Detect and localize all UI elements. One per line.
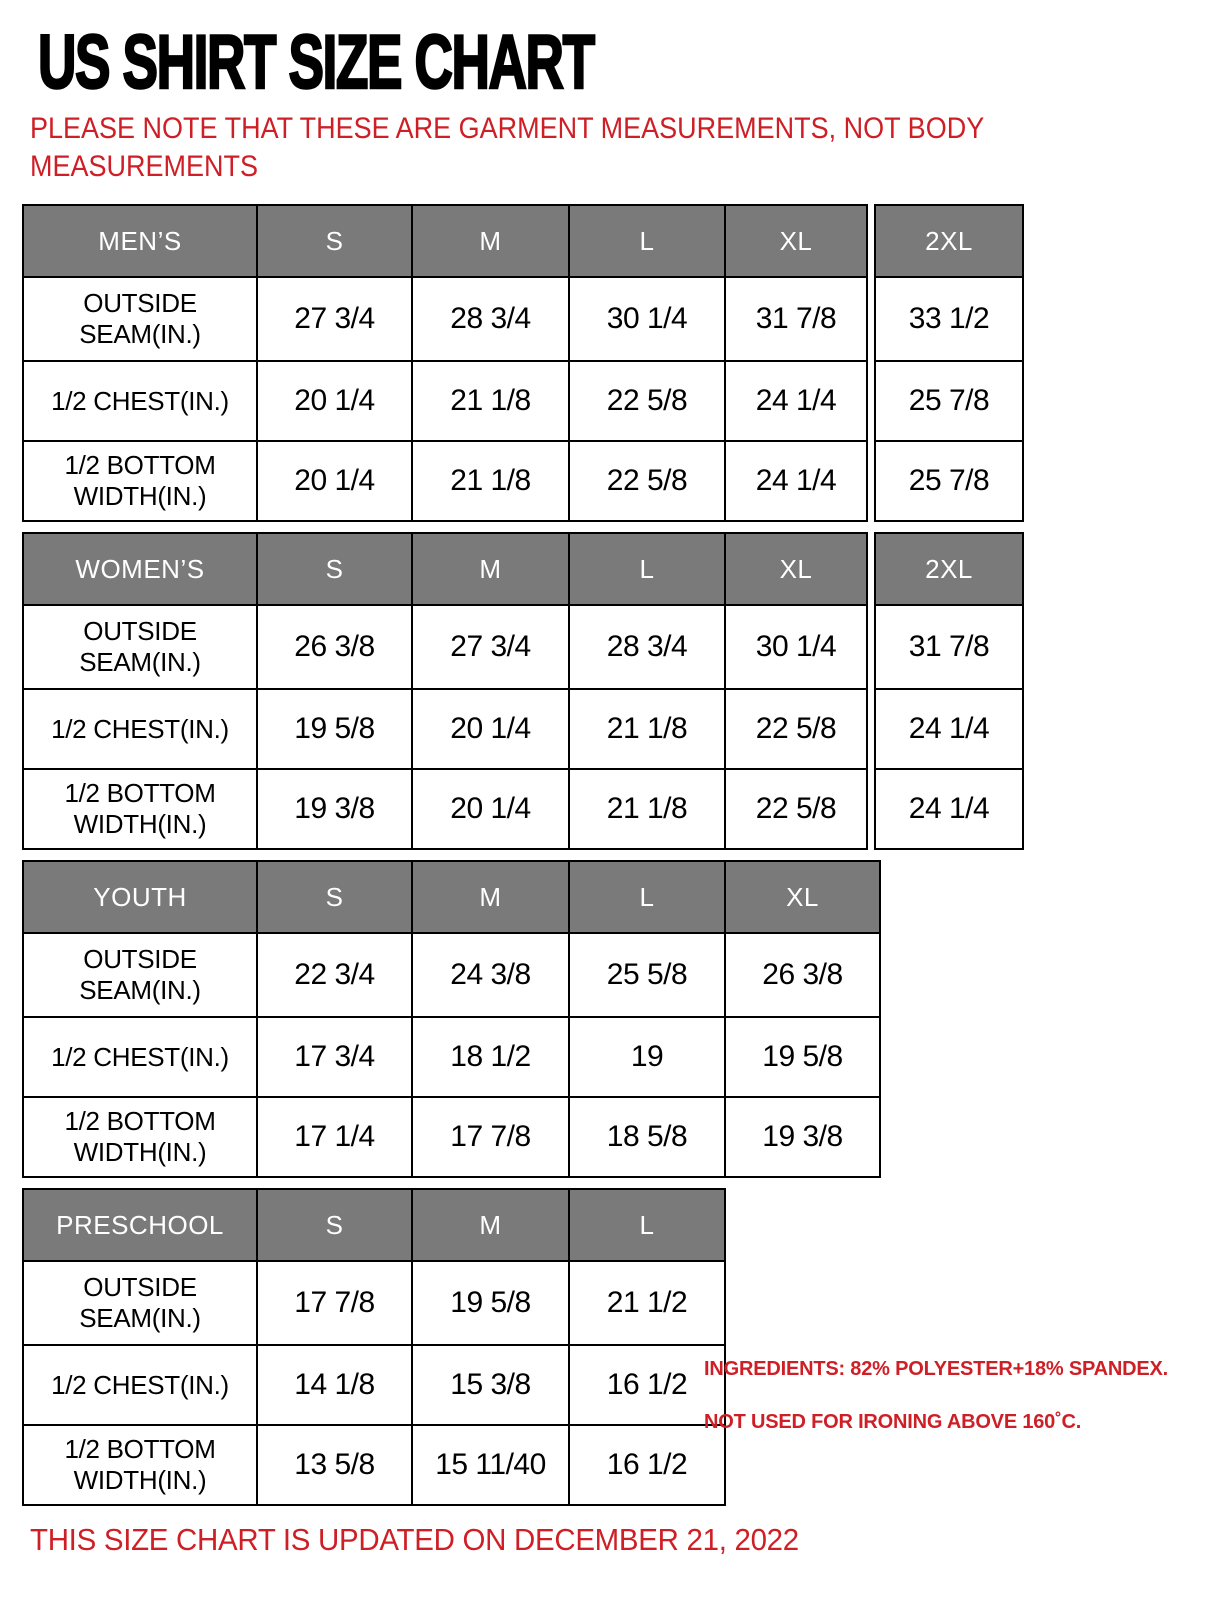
- mens-value-cell: 22 5/8: [569, 441, 725, 521]
- womens-value-cell: 28 3/4: [569, 605, 725, 689]
- preschool-row-label: 1/2 BOTTOM WIDTH(IN.): [23, 1425, 257, 1505]
- womens-table-container: [22, 532, 1220, 850]
- womens-value-cell: 21 1/8: [569, 769, 725, 849]
- preschool-table-container: [22, 1188, 1220, 1506]
- youth-table-row: [23, 933, 880, 1017]
- ingredients-line-2: NOT USED FOR IRONING ABOVE 160˚C.: [704, 1411, 1082, 1433]
- mens-row-label: 1/2 BOTTOM WIDTH(IN.): [23, 441, 257, 521]
- note-line-1: PLEASE NOTE THAT THESE ARE GARMENT MEASUREMENTS, NOT BODY: [30, 112, 985, 145]
- youth-header-cell: L: [569, 861, 725, 933]
- youth-table-row: [23, 1017, 880, 1097]
- mens-value-cell: 20 1/4: [257, 441, 412, 521]
- youth-value-cell: 17 1/4: [257, 1097, 412, 1177]
- page-title: US SHIRT SIZE CHART: [38, 20, 594, 105]
- womens-table-row: [23, 689, 1023, 769]
- youth-header-cell: M: [412, 861, 569, 933]
- womens-row-label: 1/2 BOTTOM WIDTH(IN.): [23, 769, 257, 849]
- womens-header-cell: S: [257, 533, 412, 605]
- mens-header-cell: MEN’S: [23, 205, 257, 277]
- youth-header-row: [23, 861, 880, 933]
- mens-value-cell: 25 7/8: [875, 441, 1023, 521]
- youth-table-container: [22, 860, 1220, 1178]
- mens-value-cell: 21 1/8: [412, 361, 569, 441]
- youth-value-cell: 19: [569, 1017, 725, 1097]
- mens-table-row: [23, 441, 1023, 521]
- womens-header-cell: M: [412, 533, 569, 605]
- mens-header-cell: L: [569, 205, 725, 277]
- womens-value-cell: 22 5/8: [725, 689, 867, 769]
- youth-header-cell: XL: [725, 861, 880, 933]
- ingredients-line-1: INGREDIENTS: 82% POLYESTER+18% SPANDEX.: [704, 1358, 1169, 1380]
- womens-value-cell: 19 5/8: [257, 689, 412, 769]
- mens-value-cell: 25 7/8: [875, 361, 1023, 441]
- youth-value-cell: 24 3/8: [412, 933, 569, 1017]
- mens-header-cell: M: [412, 205, 569, 277]
- youth-row-label: 1/2 BOTTOM WIDTH(IN.): [23, 1097, 257, 1177]
- preschool-value-cell: 14 1/8: [257, 1345, 412, 1425]
- mens-value-cell: 24 1/4: [725, 361, 867, 441]
- preschool-header-cell: S: [257, 1189, 412, 1261]
- womens-value-cell: 20 1/4: [412, 689, 569, 769]
- mens-value-cell: 27 3/4: [257, 277, 412, 361]
- column-gap: [867, 689, 875, 769]
- preschool-value-cell: 16 1/2: [569, 1345, 725, 1425]
- preschool-size-table: [22, 1188, 726, 1506]
- womens-header-cell: 2XL: [875, 533, 1023, 605]
- mens-value-cell: 21 1/8: [412, 441, 569, 521]
- youth-value-cell: 22 3/4: [257, 933, 412, 1017]
- preschool-row-label: 1/2 CHEST(IN.): [23, 1345, 257, 1425]
- womens-header-row: [23, 533, 1023, 605]
- preschool-value-cell: 17 7/8: [257, 1261, 412, 1345]
- mens-table-row: [23, 277, 1023, 361]
- preschool-value-cell: 15 11/40: [412, 1425, 569, 1505]
- preschool-table-row: [23, 1425, 725, 1505]
- womens-value-cell: 31 7/8: [875, 605, 1023, 689]
- womens-value-cell: 24 1/4: [875, 769, 1023, 849]
- preschool-value-cell: 13 5/8: [257, 1425, 412, 1505]
- womens-table-row: [23, 605, 1023, 689]
- ingredients-note: [704, 1358, 1168, 1434]
- womens-value-cell: 21 1/8: [569, 689, 725, 769]
- youth-value-cell: 25 5/8: [569, 933, 725, 1017]
- womens-table-row: [23, 769, 1023, 849]
- mens-header-row: [23, 205, 1023, 277]
- column-gap: [867, 533, 875, 605]
- column-gap: [867, 441, 875, 521]
- mens-value-cell: 22 5/8: [569, 361, 725, 441]
- update-date-note: THIS SIZE CHART IS UPDATED ON DECEMBER 21, 2022: [30, 1522, 799, 1557]
- youth-value-cell: 17 7/8: [412, 1097, 569, 1177]
- mens-header-cell: 2XL: [875, 205, 1023, 277]
- youth-value-cell: 19 3/8: [725, 1097, 880, 1177]
- womens-value-cell: 20 1/4: [412, 769, 569, 849]
- mens-row-label: 1/2 CHEST(IN.): [23, 361, 257, 441]
- womens-value-cell: 19 3/8: [257, 769, 412, 849]
- preschool-table-row: [23, 1261, 725, 1345]
- preschool-value-cell: 16 1/2: [569, 1425, 725, 1505]
- mens-value-cell: 33 1/2: [875, 277, 1023, 361]
- preschool-header-cell: PRESCHOOL: [23, 1189, 257, 1261]
- mens-size-table: [22, 204, 1024, 522]
- womens-value-cell: 22 5/8: [725, 769, 867, 849]
- womens-row-label: 1/2 CHEST(IN.): [23, 689, 257, 769]
- womens-value-cell: 24 1/4: [875, 689, 1023, 769]
- preschool-row-label: OUTSIDE SEAM(IN.): [23, 1261, 257, 1345]
- mens-value-cell: 20 1/4: [257, 361, 412, 441]
- womens-size-table: [22, 532, 1024, 850]
- column-gap: [867, 277, 875, 361]
- garment-measurements-note: [30, 110, 1101, 186]
- youth-value-cell: 18 1/2: [412, 1017, 569, 1097]
- preschool-value-cell: 19 5/8: [412, 1261, 569, 1345]
- womens-row-label: OUTSIDE SEAM(IN.): [23, 605, 257, 689]
- mens-value-cell: 31 7/8: [725, 277, 867, 361]
- preschool-header-row: [23, 1189, 725, 1261]
- preschool-value-cell: 15 3/8: [412, 1345, 569, 1425]
- column-gap: [867, 769, 875, 849]
- youth-value-cell: 18 5/8: [569, 1097, 725, 1177]
- mens-value-cell: 28 3/4: [412, 277, 569, 361]
- youth-value-cell: 26 3/8: [725, 933, 880, 1017]
- preschool-value-cell: 21 1/2: [569, 1261, 725, 1345]
- preschool-header-cell: L: [569, 1189, 725, 1261]
- youth-row-label: OUTSIDE SEAM(IN.): [23, 933, 257, 1017]
- mens-header-cell: XL: [725, 205, 867, 277]
- womens-header-cell: L: [569, 533, 725, 605]
- youth-value-cell: 19 5/8: [725, 1017, 880, 1097]
- column-gap: [867, 605, 875, 689]
- mens-row-label: OUTSIDE SEAM(IN.): [23, 277, 257, 361]
- womens-value-cell: 30 1/4: [725, 605, 867, 689]
- youth-header-cell: S: [257, 861, 412, 933]
- mens-header-cell: S: [257, 205, 412, 277]
- womens-header-cell: XL: [725, 533, 867, 605]
- youth-header-cell: YOUTH: [23, 861, 257, 933]
- mens-value-cell: 24 1/4: [725, 441, 867, 521]
- youth-size-table: [22, 860, 881, 1178]
- column-gap: [867, 205, 875, 277]
- preschool-table-row: [23, 1345, 725, 1425]
- mens-table-row: [23, 361, 1023, 441]
- preschool-section: [22, 1188, 1220, 1506]
- youth-value-cell: 17 3/4: [257, 1017, 412, 1097]
- preschool-header-cell: M: [412, 1189, 569, 1261]
- note-line-2: MEASUREMENTS: [30, 150, 259, 183]
- mens-value-cell: 30 1/4: [569, 277, 725, 361]
- mens-table-container: [22, 204, 1220, 522]
- womens-header-cell: WOMEN’S: [23, 533, 257, 605]
- womens-value-cell: 26 3/8: [257, 605, 412, 689]
- womens-value-cell: 27 3/4: [412, 605, 569, 689]
- youth-row-label: 1/2 CHEST(IN.): [23, 1017, 257, 1097]
- column-gap: [867, 361, 875, 441]
- youth-table-row: [23, 1097, 880, 1177]
